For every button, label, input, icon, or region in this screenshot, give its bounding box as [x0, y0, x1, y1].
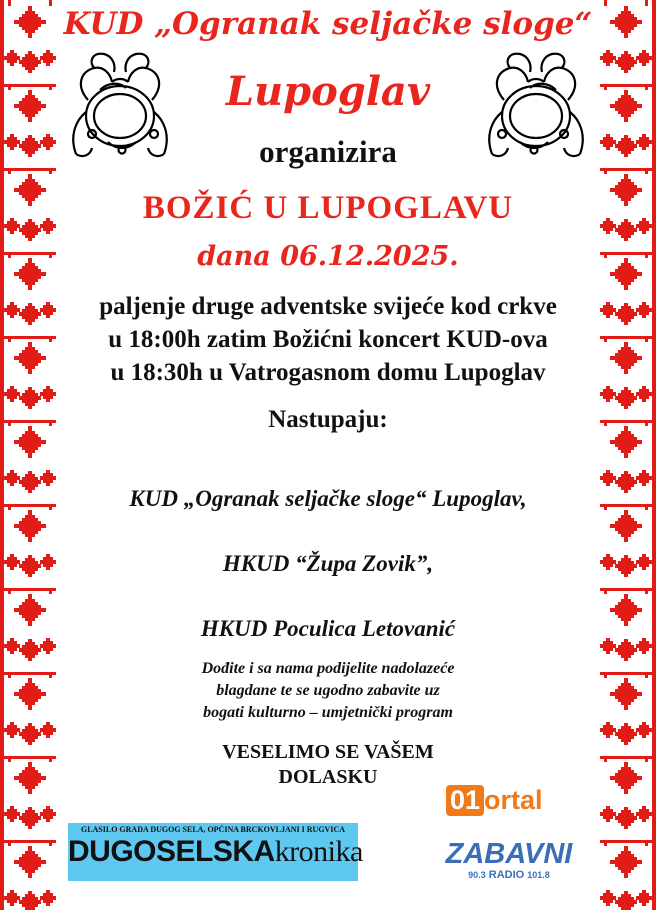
zabavni-name: ZABAVNI — [445, 838, 573, 870]
border-pattern-left — [0, 0, 60, 910]
zabavni-freq-right: 101.8 — [527, 870, 550, 880]
welcome-line: DOLASKU — [278, 766, 378, 788]
dugoselska-name-light: kronika — [274, 835, 363, 868]
logo-01portal — [446, 785, 568, 817]
portal-badge: 01 — [446, 785, 484, 816]
performers-label: Nastupaju: — [268, 406, 388, 433]
list-item: KUD „Ogranak seljačke sloge“ Lupoglav, — [129, 486, 527, 511]
zabavni-word-radio: RADIO — [488, 869, 525, 881]
organizer-title: KUD „Ogranak seljačke sloge“ — [63, 6, 593, 42]
event-date: dana 06.12.2025. — [197, 241, 459, 272]
poster-content — [60, 0, 596, 910]
welcome-text — [60, 740, 596, 790]
info-line: u 18:30h u Vatrogasnom domu Lupoglav — [110, 359, 546, 386]
list-item: HKUD “Župa Zovik”, — [222, 551, 434, 576]
invitation-text — [60, 658, 596, 724]
portal-text: ortal — [484, 785, 543, 815]
logo-dugoselska-kronika — [68, 823, 363, 881]
invite-line: Dođite i sa nama podijelite nadolazeće — [201, 660, 455, 677]
performers-list — [60, 486, 596, 681]
left-embroidery-border — [0, 0, 60, 910]
invite-line: bogati kulturno – umjetnički program — [203, 704, 453, 721]
dugoselska-tagline: GLASILO GRADA DUGOG SELA, OPĆINA BRCKOVLJANI I RUGVICA — [80, 825, 346, 834]
event-info — [54, 290, 602, 389]
info-line: u 18:00h zatim Božićni koncert KUD-ova — [108, 326, 548, 353]
logo-zabavni-radio — [434, 838, 584, 886]
dugoselska-name — [68, 835, 363, 869]
event-headline: BOŽIĆ U LUPOGLAVU — [142, 190, 514, 226]
welcome-line: VESELIMO SE VAŠEM — [222, 741, 434, 763]
invite-line: blagdane te se ugodno zabavite uz — [216, 682, 440, 699]
organizer-place: Lupoglav — [225, 68, 431, 115]
organizira-label: organizira — [259, 134, 397, 169]
border-pattern-right — [596, 0, 656, 910]
dugoselska-name-bold: DUGOSELSKA — [68, 835, 275, 868]
list-item: HKUD Poculica Letovanić — [200, 616, 456, 641]
info-line: paljenje druge adventske svijeće kod crkve — [99, 293, 557, 320]
zabavni-freq-left: 90.3 — [468, 870, 486, 880]
right-embroidery-border — [596, 0, 656, 910]
